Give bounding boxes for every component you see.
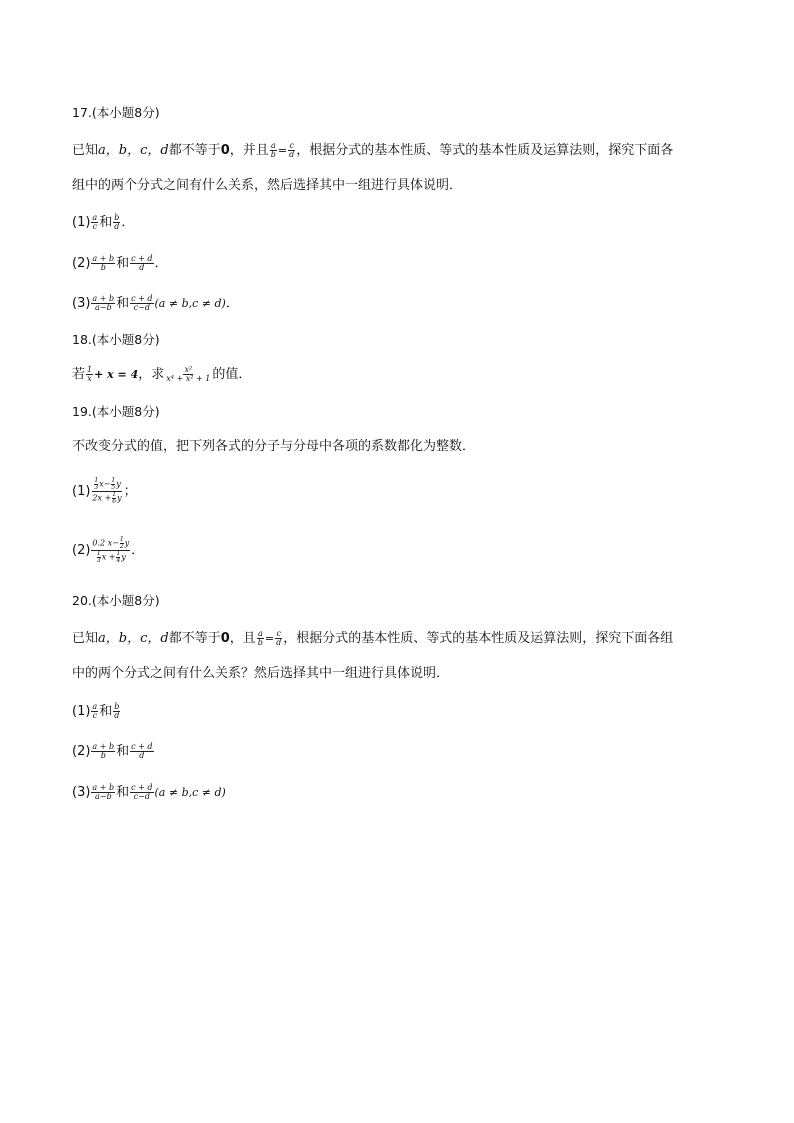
q18-problem (72, 366, 251, 384)
q20-zero: 0 (220, 631, 230, 647)
q17-part3 (72, 295, 239, 313)
q17-p1-frac1: $\frac{a}{c}$ (92, 213, 98, 232)
q17-p2-frac1: $\frac{a + b}{b}$ (92, 254, 115, 273)
q20-part1-label: (1) (72, 704, 91, 720)
q20-part3 (72, 784, 226, 802)
q20-frac-a-over-b: $\frac{a}{b}$ (257, 629, 263, 648)
q20-p1-frac1: $\frac{a}{c}$ (92, 702, 98, 721)
q17-intro-d: ，根据分式的基本性质、等式的基本性质及运算法则，探究下面各 (296, 143, 674, 159)
q20-p1-and: 和 (99, 704, 113, 720)
q19-p2-den-frac2: $\frac{1}{4}$ (116, 550, 121, 564)
q18-header: 18.(本小题8分) (72, 332, 160, 347)
q17-p3-condition: (a ≠ b,c ≠ d) (154, 297, 226, 311)
q20-p3-frac1: $\frac{a + b}{a-b}$ (92, 783, 115, 802)
q17-p1-period: ． (121, 215, 135, 231)
q18-text-c: ，求 (138, 367, 165, 383)
q17-p3-frac1: $\frac{a + b}{a-b}$ (92, 294, 115, 313)
q17-p2-and: 和 (116, 256, 130, 272)
q20-header: 20.(本小题8分) (72, 593, 160, 608)
q20-p2-frac2: $\frac{c + d}{d}$ (131, 742, 153, 761)
q20-p2-and: 和 (116, 744, 130, 760)
q20-p1-frac2: $\frac{b}{d}$ (114, 702, 120, 721)
q19-p2-num-frac: $\frac{1}{2}$ (119, 536, 124, 550)
q19-part2 (72, 537, 144, 564)
q18-frac-target: $\frac{\text{x²}}{\text{x⁴ + x² + 1}}$ (166, 365, 211, 384)
q17-p3-and: 和 (116, 296, 130, 312)
q18-text-d: 的值． (212, 367, 252, 383)
q20-intro (72, 630, 673, 648)
q19-p1-den-frac: $\frac{1}{6}$ (112, 491, 117, 505)
q20-p3-and: 和 (116, 785, 130, 801)
q19-p1-end: ； (123, 484, 137, 499)
q20-frac-c-over-d: $\frac{c}{d}$ (276, 629, 282, 648)
q17-p3-period: ． (225, 296, 239, 312)
q17-vars: a，b，c，d (98, 143, 169, 159)
q17-p3-frac2: $\frac{c + d}{c-d}$ (131, 294, 153, 313)
q19-p1-num-frac1: $\frac{1}{3}$ (94, 477, 99, 491)
q17-frac-a-over-b: $\frac{a}{b}$ (270, 141, 276, 160)
q20-intro-b: 都不等于 (168, 631, 221, 647)
q17-part3-label: (3) (72, 296, 91, 312)
q17-part2-label: (2) (72, 256, 91, 272)
q18-text-a: 若 (72, 367, 86, 383)
q20-eq: = (264, 632, 275, 646)
q17-eq: = (277, 144, 288, 158)
q17-p2-period: ． (154, 256, 168, 272)
q18-equation: + x = 4 (94, 368, 139, 382)
q19-part1-label: (1) (72, 484, 91, 499)
q19-part1 (72, 478, 137, 505)
q17-intro (72, 142, 673, 160)
q19-text: 不改变分式的值，把下列各式的分子与分母中各项的系数都化为整数． (72, 439, 476, 454)
q17-frac-c-over-d: $\frac{c}{d}$ (289, 141, 295, 160)
q19-p2-end: ． (131, 543, 145, 558)
q17-zero: 0 (220, 143, 230, 159)
q20-part2 (72, 743, 155, 761)
q20-part1 (72, 703, 121, 721)
q17-intro-a: 已知 (72, 143, 99, 159)
q20-p2-frac1: $\frac{a + b}{b}$ (92, 742, 115, 761)
q19-p2-complex-frac: 0.2 x− $\frac{1}{2}$ y $\frac{1}{3}$ x + $\frac{1}{4}$ y (92, 536, 130, 564)
q18-frac-1-over-x: $\frac{1}{x}$ (87, 365, 93, 384)
q17-p1-and: 和 (99, 215, 113, 231)
q19-p1-complex-frac: $\frac{1}{3}$ x− $\frac{1}{5}$ y 2x + $\frac{1}{6}$ y (92, 477, 122, 505)
q17-intro-c: ，并且 (229, 143, 269, 159)
q17-header: 17.(本小题8分) (72, 105, 160, 120)
q20-vars: a，b，c，d (98, 631, 169, 647)
q20-p3-frac2: $\frac{c + d}{c-d}$ (131, 783, 153, 802)
q19-part2-label: (2) (72, 543, 91, 558)
q20-intro-d: ，根据分式的基本性质、等式的基本性质及运算法则，探究下面各组 (283, 631, 674, 647)
q17-part2 (72, 255, 168, 273)
q17-p2-frac2: $\frac{c + d}{d}$ (131, 254, 153, 273)
q19-p2-den-frac1: $\frac{1}{3}$ (96, 550, 101, 564)
q17-p1-frac2: $\frac{b}{d}$ (114, 213, 120, 232)
q17-intro-b: 都不等于 (168, 143, 221, 159)
q20-part3-label: (3) (72, 785, 91, 801)
q17-line2: 组中的两个分式之间有什么关系，然后选择其中一组进行具体说明． (72, 178, 463, 193)
q20-p3-condition: (a ≠ b,c ≠ d) (154, 786, 226, 800)
q20-intro-c: ，且 (229, 631, 256, 647)
q17-part1 (72, 214, 134, 232)
q20-intro-a: 已知 (72, 631, 99, 647)
q20-part2-label: (2) (72, 744, 91, 760)
q19-p1-num-frac2: $\frac{1}{5}$ (111, 477, 116, 491)
q20-line2: 中的两个分式之间有什么关系？然后选择其中一组进行具体说明． (72, 666, 450, 681)
q19-header: 19.(本小题8分) (72, 404, 160, 419)
q17-part1-label: (1) (72, 215, 91, 231)
